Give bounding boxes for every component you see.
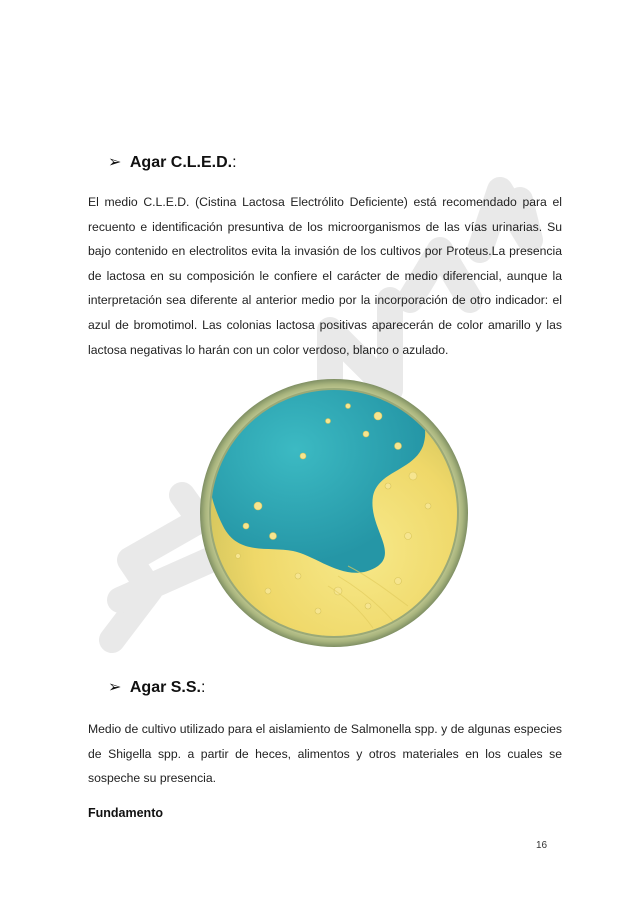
section-title-colon: : (232, 154, 237, 171)
section-title-colon: : (201, 679, 206, 696)
arrow-bullet-icon: ➢ (108, 679, 122, 696)
section-heading-cled (108, 152, 237, 172)
section-title: Agar C.L.E.D. (129, 154, 233, 171)
cled-description-paragraph: El medio C.L.E.D. (Cistina Lactosa Electrólito Deficiente) está recomendado para el recuento e identificación presuntiva de los microorganismos de las vías urinarias. Su bajo contenido en electrolitos evita la invasión de los cultivos por Proteus.La presencia de lactosa en su composición le confiere el carácter de medio diferencial, aunque la interpretación sea diferente al anterior medio por la incorporación de otro indicador: el azul de bromotimol. Las colonias lactosa positivas aparecerán de color amarillo y las lactosa negativas lo harán con un color verdoso, blanco o azulado. (88, 195, 562, 357)
section-heading-ss (108, 677, 205, 697)
section-title: Agar S.S. (129, 679, 201, 696)
ss-description-paragraph: Medio de cultivo utilizado para el aislamiento de Salmonella spp. y de algunas especies de Shigella spp. a partir de heces, alimentos y otros materiales en los cuales se sospeche su presencia. (88, 722, 562, 786)
page-number: 16 (536, 840, 548, 851)
petri-dish-image (198, 376, 470, 651)
subheading-fundamento: Fundamento (88, 806, 163, 820)
arrow-bullet-icon: ➢ (108, 154, 122, 171)
